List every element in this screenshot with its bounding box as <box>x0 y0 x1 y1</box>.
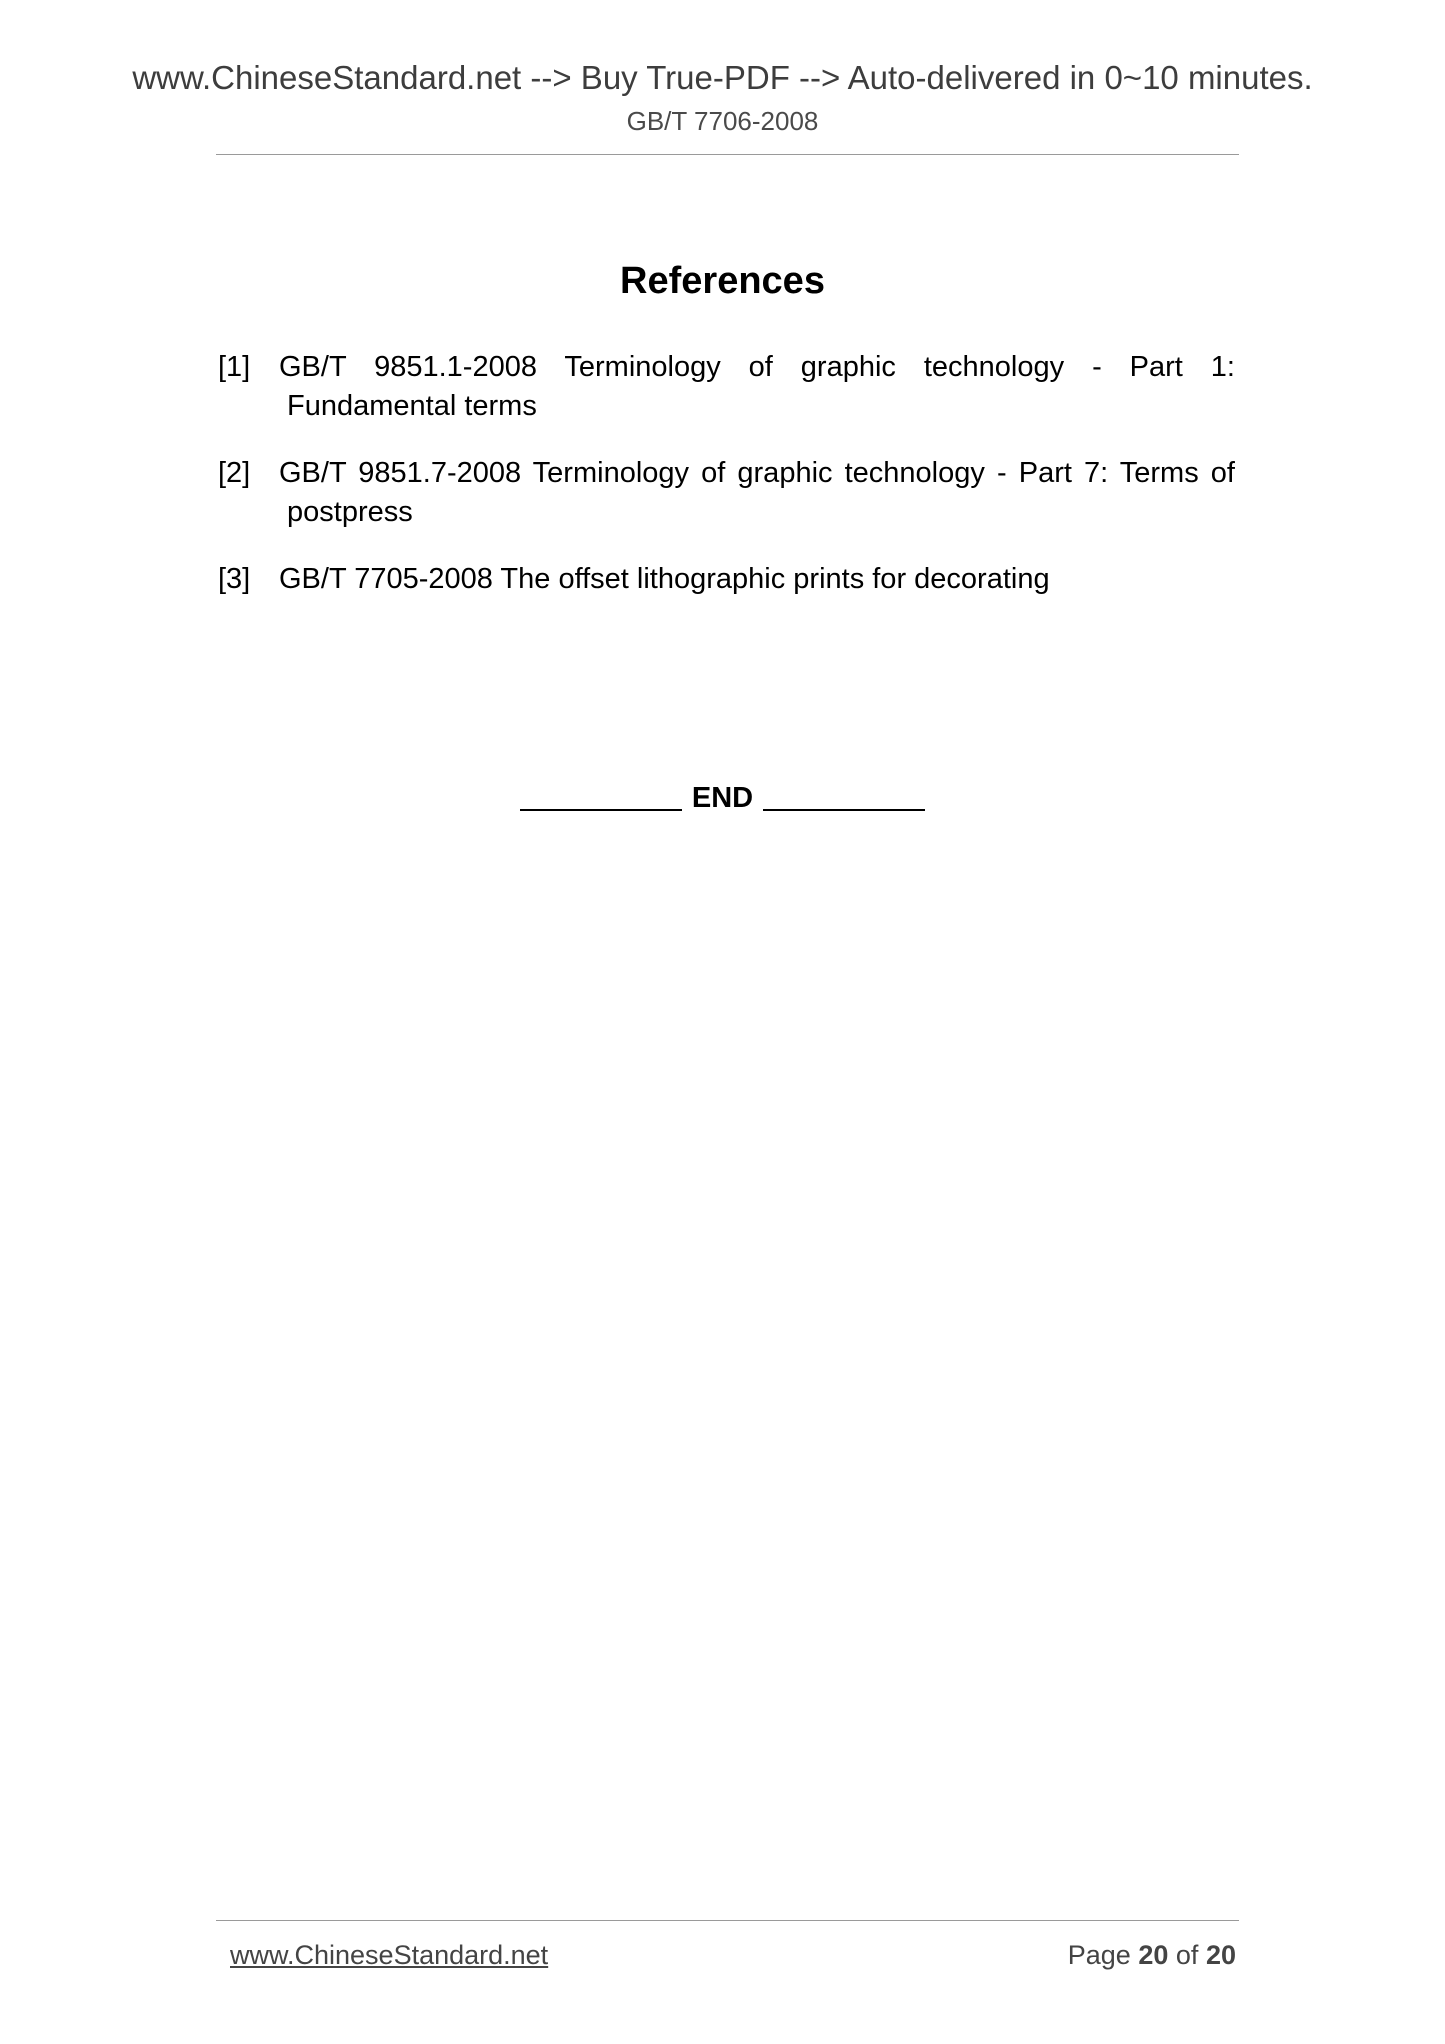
end-line-left <box>520 809 682 811</box>
end-mark <box>0 780 1445 816</box>
header-banner: www.ChineseStandard.net --> Buy True-PDF --> Auto-delivered in 0~10 minutes. <box>132 59 1313 96</box>
end-word: END <box>691 782 754 814</box>
reference-item <box>218 454 1235 532</box>
page-current: 20 <box>1138 1940 1169 1970</box>
reference-number: [1] <box>218 351 251 383</box>
header-divider <box>216 154 1239 155</box>
reference-number: [2] <box>218 457 251 489</box>
reference-item <box>218 348 1235 426</box>
page-word: Page <box>1067 1940 1131 1970</box>
header-doc-code: GB/T 7706-2008 <box>626 106 819 136</box>
reference-number: [3] <box>218 563 251 595</box>
page-of-word: of <box>1175 1940 1199 1970</box>
page-number <box>1068 1938 1236 1972</box>
page-title: References <box>620 260 825 302</box>
page-total: 20 <box>1205 1940 1236 1970</box>
reference-text: GB/T 9851.1-2008 Terminology of graphic technology - Part 1: Fundamental terms <box>279 351 1235 422</box>
footer-website-link[interactable]: www.ChineseStandard.net <box>230 1940 549 1970</box>
end-line-right <box>763 809 925 811</box>
reference-text: GB/T 9851.7-2008 Terminology of graphic technology - Part 7: Terms of postpress <box>279 457 1235 528</box>
reference-text: GB/T 7705-2008 The offset lithographic prints for decorating <box>279 563 1050 595</box>
references-list <box>218 348 1235 627</box>
footer-divider <box>216 1920 1239 1921</box>
reference-item <box>218 560 1235 599</box>
